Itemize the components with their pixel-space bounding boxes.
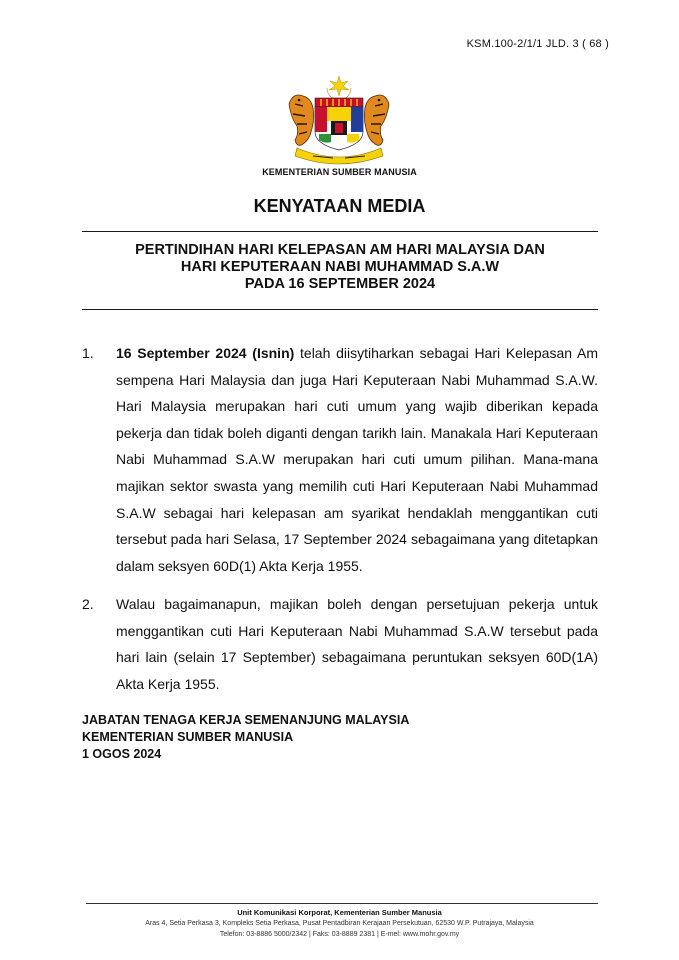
coat-of-arms-icon: [283, 74, 395, 168]
footer-address: Aras 4, Setia Perkasa 3, Kompleks Setia Perkasa, Pusat Pentadbiran Kerajaan Persekutuan, 62530 W.P. Putrajaya, Malaysia: [145, 920, 534, 927]
paragraph-number: 2.: [82, 596, 94, 612]
title-divider-bottom: [82, 309, 598, 310]
paragraph-2: [82, 591, 598, 697]
ministry-name: KEMENTERIAN SUMBER MANUSIA: [262, 167, 417, 177]
paragraph-text: [116, 340, 598, 579]
paragraph-body: Walau bagaimanapun, majikan boleh dengan persetujuan pekerja untuk menggantikan cuti Hari Keputeraan Nabi Muhammad S.A.W tersebut pada hari lain (selain 17 September) sebagaimana peruntukan seksyen 60D(1A) Akta Kerja 1955.: [116, 596, 598, 692]
footer-contact: Telefon: 03-8886 5000/2342 | Faks: 03-8889 2381 | E-mel: www.mohr.gov.my: [219, 931, 460, 938]
paragraph-1: [82, 340, 598, 579]
signature-date: 1 OGOS 2024: [82, 747, 162, 761]
title-divider-top: [82, 231, 598, 232]
signature-department: JABATAN TENAGA KERJA SEMENANJUNG MALAYSIA: [82, 713, 410, 727]
signature-ministry: KEMENTERIAN SUMBER MANUSIA: [82, 730, 294, 744]
footer: [0, 907, 679, 940]
paragraph-text: [116, 591, 598, 697]
paragraph-bold-lead: 16 September 2024 (Isnin): [116, 345, 295, 361]
signature-block: [82, 712, 409, 763]
footer-unit: Unit Komunikasi Korporat, Kementerian Sumber Manusia: [237, 908, 442, 917]
title-line-3: PADA 16 SEPTEMBER 2024: [244, 276, 436, 292]
title-line-2: HARI KEPUTERAAN NABI MUHAMMAD S.A.W: [180, 259, 500, 275]
reference-number: KSM.100-2/1/1 JLD. 3 ( 68 ): [466, 38, 609, 50]
paragraph-number: 1.: [82, 345, 94, 361]
title-line-1: PERTINDIHAN HARI KELEPASAN AM HARI MALAYSIA DAN: [135, 242, 545, 258]
press-release-title: [82, 242, 598, 293]
document-type-heading: KENYATAAN MEDIA: [253, 196, 426, 216]
footer-divider: [86, 903, 598, 904]
paragraph-body: telah diisytiharkan sebagai Hari Kelepasan Am sempena Hari Malaysia dan juga Hari Keputeraan Nabi Muhammad S.A.W. Hari Malaysia merupakan hari cuti umum yang wajib diberikan kepada pekerja dan tidak boleh diganti dengan tarikh lain. Manakala Hari Keputeraan Nabi Muhammad S.A.W merupakan hari cuti umum pilihan. Mana-mana majikan sektor swasta yang memilih cuti Hari Keputeraan Nabi Muhammad S.A.W sebagai hari kelepasan am syarikat hendaklah menggantikan cuti tersebut pada hari Selasa, 17 September 2024 sebagaimana yang ditetapkan dalam seksyen 60D(1) Akta Kerja 1955.: [116, 345, 598, 574]
